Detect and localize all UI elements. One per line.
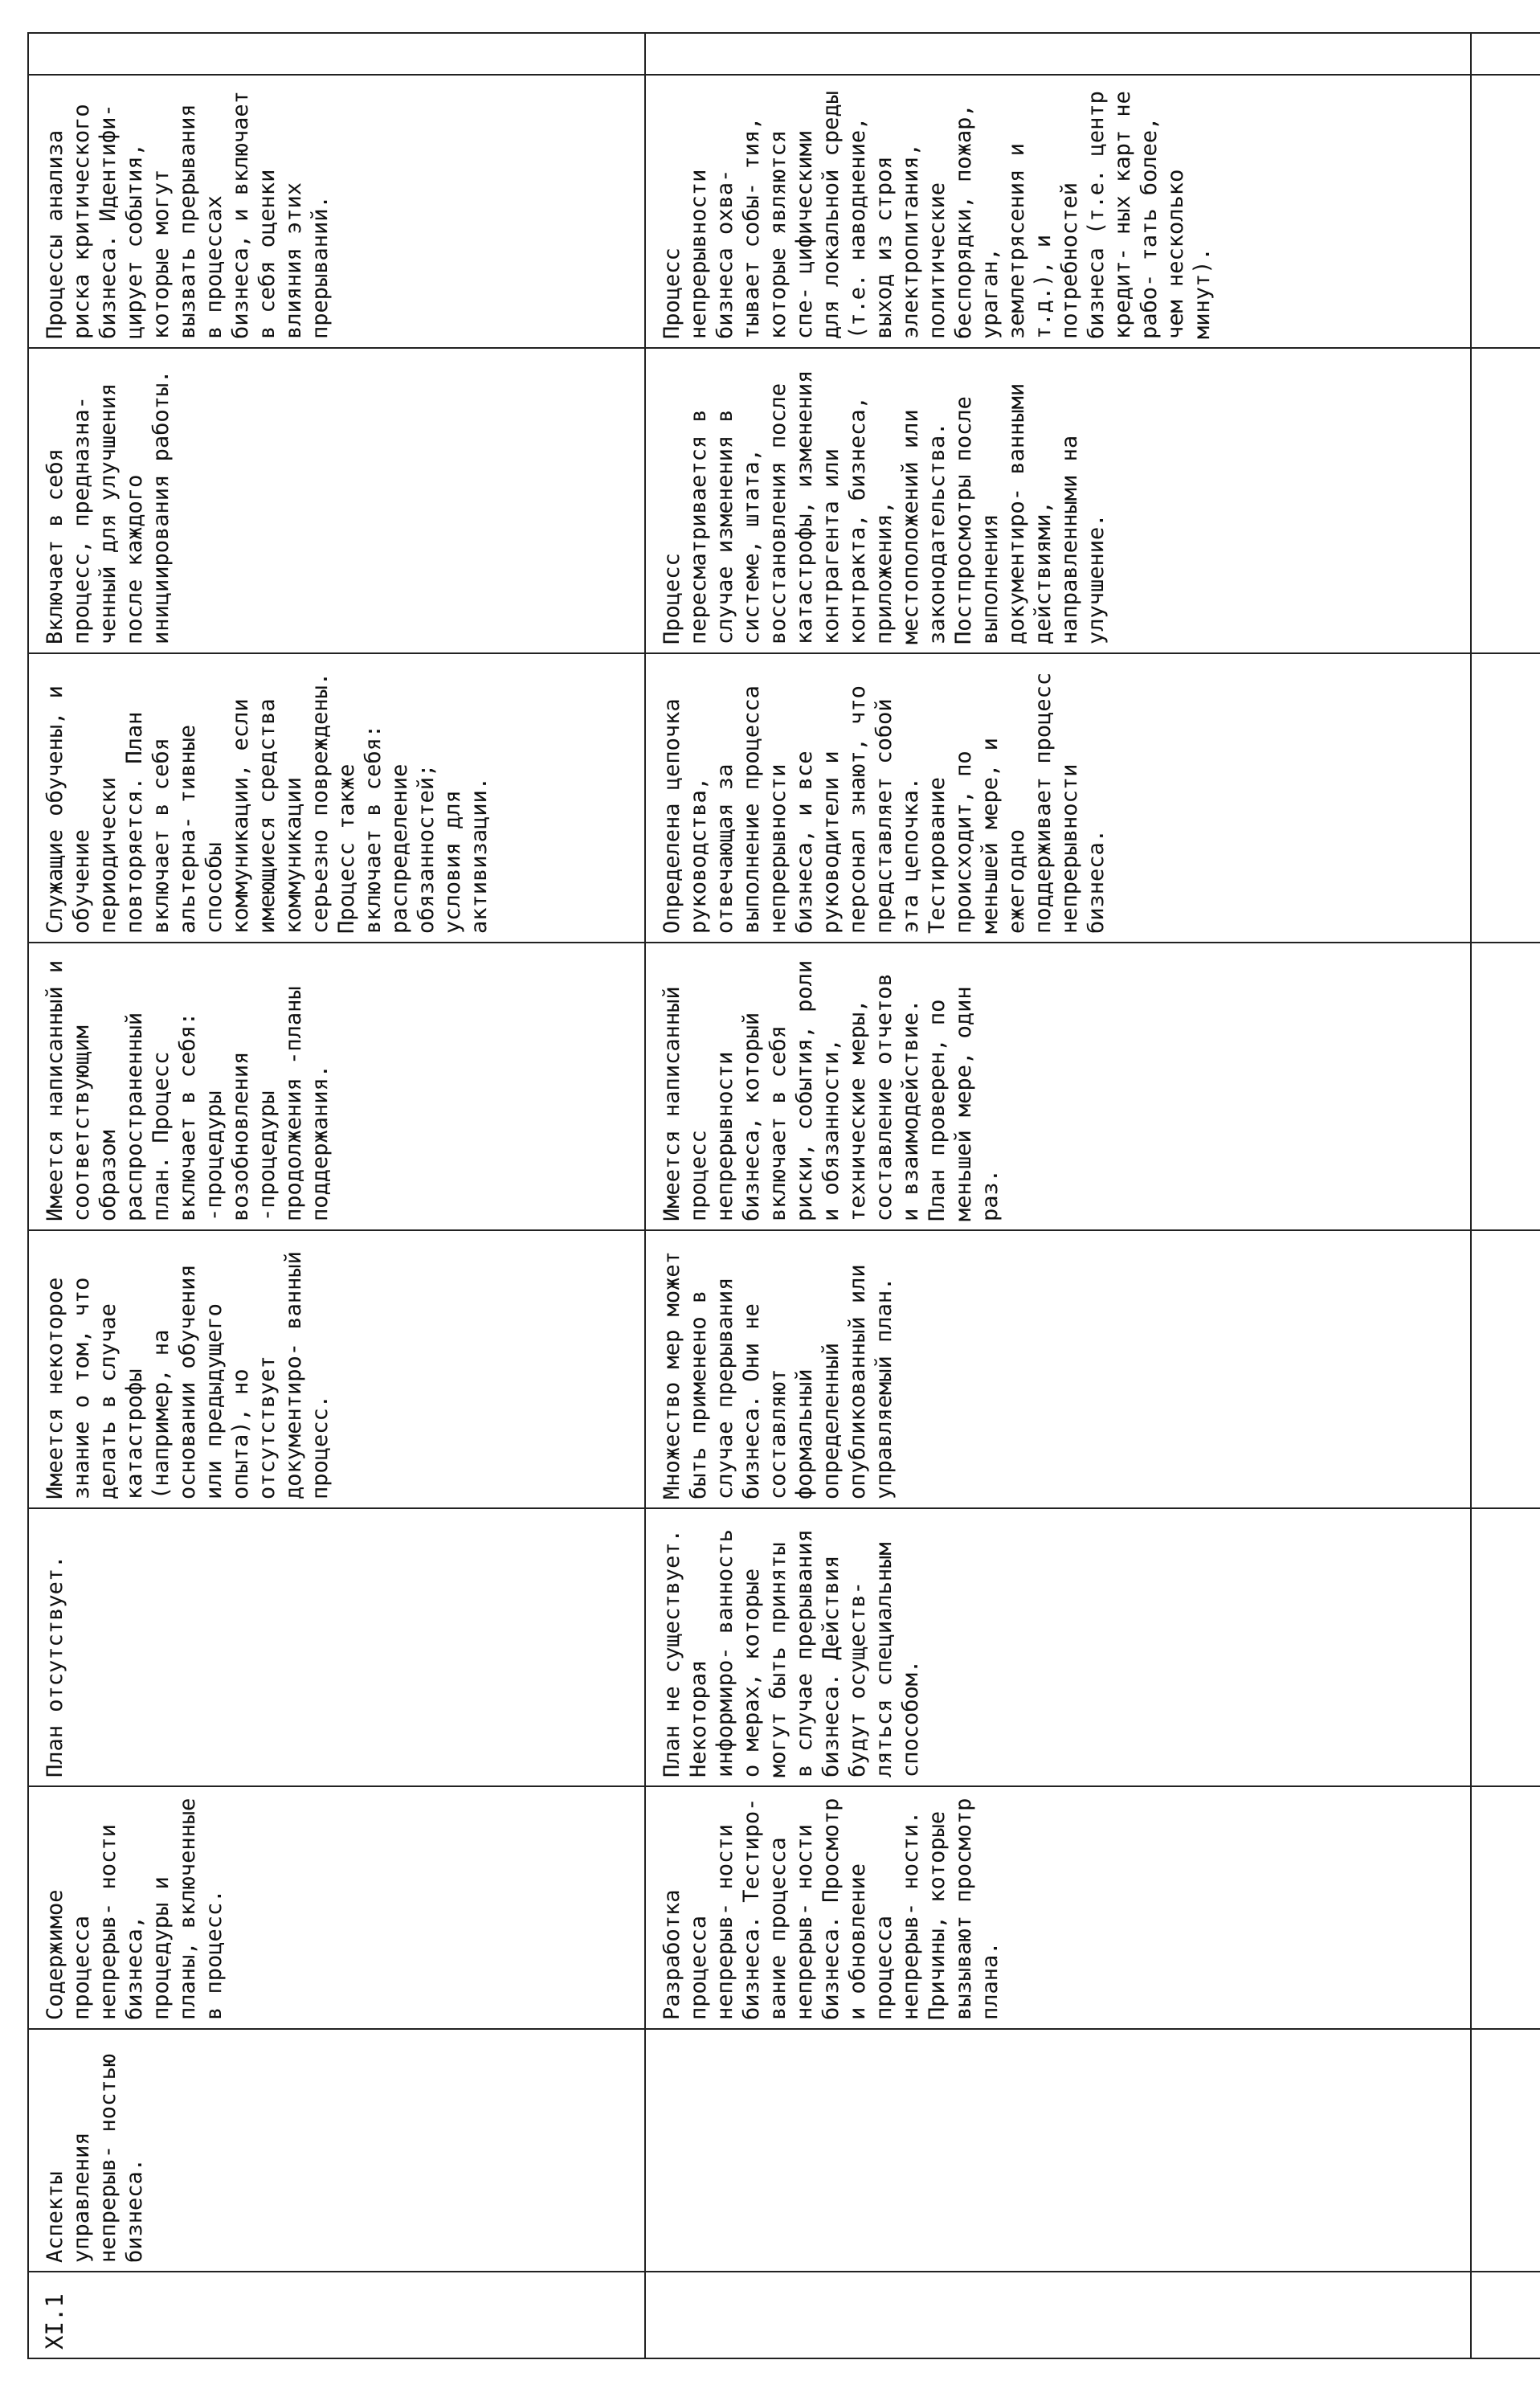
table-cell: План отсутствует. [28,1508,645,1786]
table-cell: Имеется написанный процесс непрерывности бизнеса, который включает в себя риски, события, роли и обязанности, технические меры, составление отчетов и взаимодействие. План проверен, по меньшей мере, один раз. [645,943,1471,1230]
aspect-cell: Аспекты управления непрерыв- ностью бизнеса. [28,2029,645,2272]
empty-cell [1471,1786,1540,2029]
empty-cell [1471,2029,1540,2272]
table-cell: Определена цепочка руководства, отвечающая за выполнение процесса непрерывности бизнеса, и все руководители и персонал знают, что представляет собой эта цепочка. Тестирование происходит, по меньшей мере, и ежегодно поддерживает процесс непрерывности бизнеса. [645,653,1471,943]
table-cell: Имеется некоторое знание о том, что делать в случае катастрофы (например, на основании обучения или предыдущего опыта), но отсутствует документиро- ванный процесс. [28,1230,645,1508]
table-cell: Содержимое процесса непрерыв- ности бизнеса, процедуры и планы, включенные в процесс. [28,1786,645,2029]
empty-cell [1471,943,1540,1230]
table-cell: Процесс пересматривается в случае изменения в системе, штата, восстановления после катастрофы, изменения контрагента или контракта, бизнеса, приложения, местоположений или законодательства. Постпросмотры после выполнения документиро- ванными действиями, направленными на улучшение. [645,348,1471,653]
table-cell: Служащие обучены, и обучение периодически повторяется. План включает в себя альтерна- тивные способы коммуникации, если имеющиеся средства коммуникации серьезно повреждены. Процесс также включает в себя: распределение обязанностей; условия для активизации. [28,653,645,943]
table-cell: Включает в себя процесс, предназна- ченный для улучшения после каждого инициирования работы. [28,348,645,653]
empty-cell [28,33,645,75]
table-row [28,33,645,2358]
table-cell: Разработка процесса непрерыв- ности бизнеса. Тестиро- вание процесса непрерыв- ности бизнеса. Просмотр и обновление процесса непрерыв- ности. Причины, которые вызывают просмотр плана. [645,1786,1471,2029]
table-row [645,33,1471,2358]
table-cell: План не существует. Некоторая информиро- ванность о мерах, которые могут быть приняты в случае прерывания бизнеса. Действия будут осуществ- ляться специальным способом. [645,1508,1471,1786]
empty-cell [645,2029,1471,2272]
table-row [1471,33,1540,2358]
empty-cell [1471,75,1540,348]
empty-cell [1471,348,1540,653]
table-cell: Имеется написанный и соответствующим образом распространенный план. Процесс включает в себя: -процедуры возобновления -процедуры продолжения -планы поддержания. [28,943,645,1230]
empty-cell [1471,653,1540,943]
maturity-table [27,32,1540,2359]
empty-cell [645,2272,1471,2358]
table-cell: Процесс непрерывности бизнеса охва- тывает собы- тия, которые являются спе- цифическими для локальной среды (т.е. наводнение, выход из строя электропитания, политические беспорядки, пожар, ураган, землетрясения и т.д.), и потребностей бизнеса (т.е. центр кредит- ных карт не рабо- тать более, чем несколько минут). [645,75,1471,348]
table-cell: Множество мер может быть применено в случае прерывания бизнеса. Они не составляют формальный определенный опубликованный или управляемый план. [645,1230,1471,1508]
empty-cell [1471,33,1540,75]
section-number-cell: XI.1 [28,2272,645,2358]
empty-cell [1471,1230,1540,1508]
empty-cell [1471,2272,1540,2358]
table-cell: Процессы анализа риска критического бизнеса. Идентифи- цирует события, которые могут вызвать прерывания в процессах бизнеса, и включает в себя оценки влияния этих прерываний. [28,75,645,348]
rotated-page [0,0,1540,2401]
empty-cell [1471,1508,1540,1786]
empty-cell [645,33,1471,75]
